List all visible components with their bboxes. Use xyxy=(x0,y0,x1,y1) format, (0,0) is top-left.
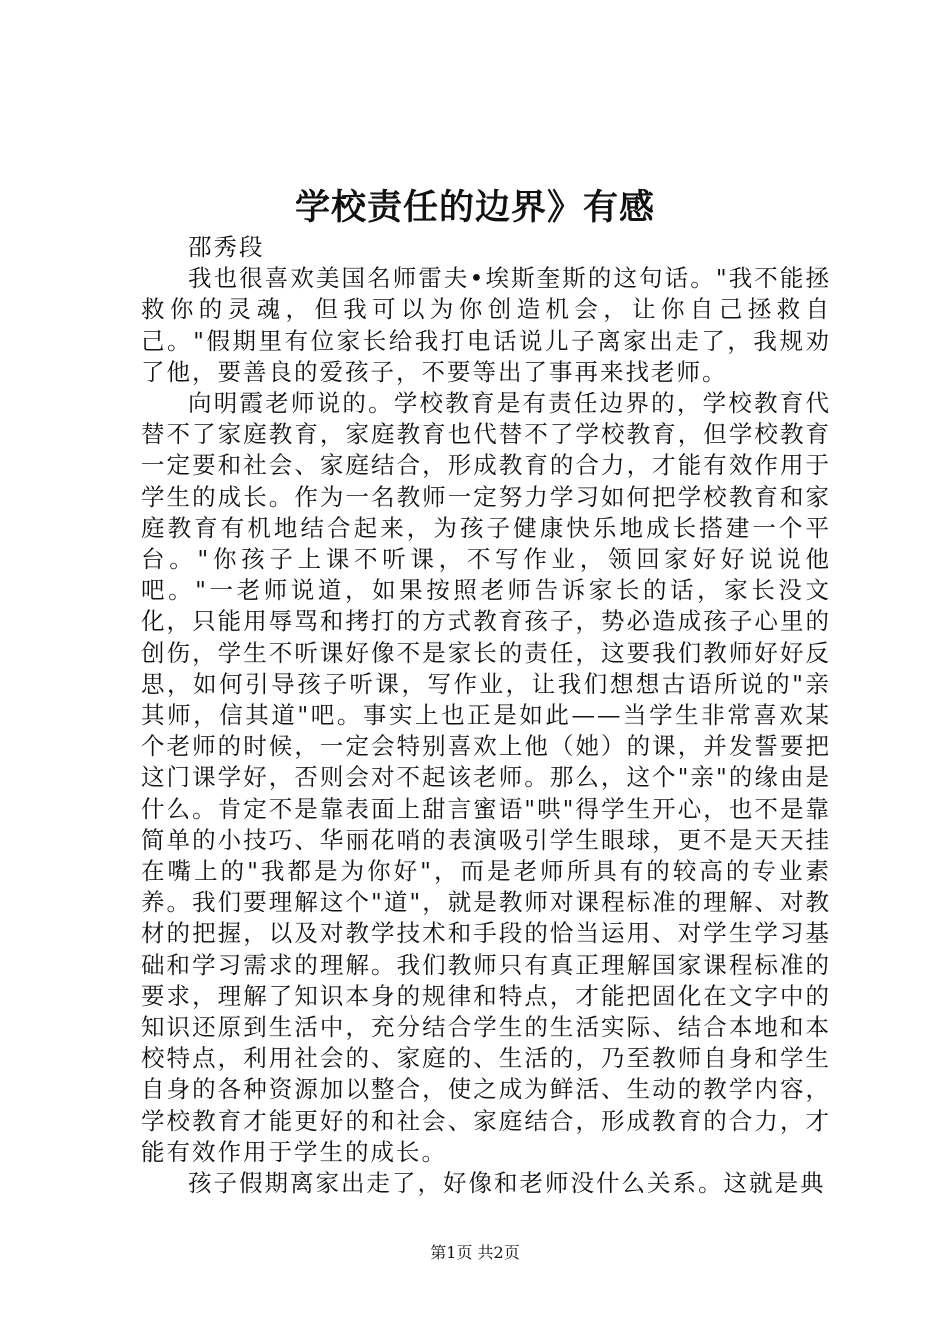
document-body xyxy=(141,232,831,1199)
paragraph: 孩子假期离家出走了，好像和老师没什么关系。这就是典 xyxy=(188,1169,826,1198)
page-footer: 第1页 共2页 xyxy=(430,1243,520,1262)
paragraph: 我也很喜欢美国名师雷夫•埃斯奎斯的这句话。"我不能拯救你的灵魂，但我可以为你创造机会，让你自己拯救自己。"假期里有位家长给我打电话说儿子离家出走了，我规劝了他，要善良的爱孩子，不要等出了事再来找老师。 xyxy=(141,264,831,386)
author-line: 邵秀段 xyxy=(188,233,265,261)
document-title: 学校责任的边界》有感 xyxy=(294,187,655,228)
paragraph: 向明霞老师说的。学校教育是有责任边界的，学校教育代替不了家庭教育，家庭教育也代替不了学校教育，但学校教育一定要和社会、家庭结合，形成教育的合力，才能有效作用于学生的成长。作为一名教师一定努力学习如何把学校教育和家庭教育有机地结合起来，为孩子健康快乐地成长搭建一个平台。"你孩子上课不听课，不写作业，领回家好好说说他吧。"一老师说道，如果按照老师告诉家长的话，家长没文化，只能用辱骂和拷打的方式教育孩子，势必造成孩子心里的创伤，学生不听课好像不是家长的责任，这要我们教师好好反思，如何引导孩子听课，写作业，让我们想想古语所说的"亲其师，信其道"吧。事实上也正是如此——当学生非常喜欢某个老师的时候，一定会特别喜欢上他（她）的课，并发誓要把这门课学好，否则会对不起该老师。那么，这个"亲"的缘由是什么。肯定不是靠表面上甜言蜜语"哄"得学生开心，也不是靠简单的小技巧、华丽花哨的表演吸引学生眼球，更不是天天挂在嘴上的"我都是为你好"，而是老师所具有的较高的专业素养。我们要理解这个"道"，就是教师对课程标准的理解、对教材的把握，以及对教学技术和手段的恰当运用、对学生学习基础和学习需求的理解。我们教师只有真正理解国家课程标准的要求，理解了知识本身的规律和特点，才能把固化在文字中的知识还原到生活中，充分结合学生的生活实际、结合本地和本校特点，利用社会的、家庭的、生活的，乃至教师自身和学生自身的各种资源加以整合，使之成为鲜活、生动的教学内容，学校教育才能更好的和社会、家庭结合，形成教育的合力，才能有效作用于学生的成长。 xyxy=(141,389,831,1166)
